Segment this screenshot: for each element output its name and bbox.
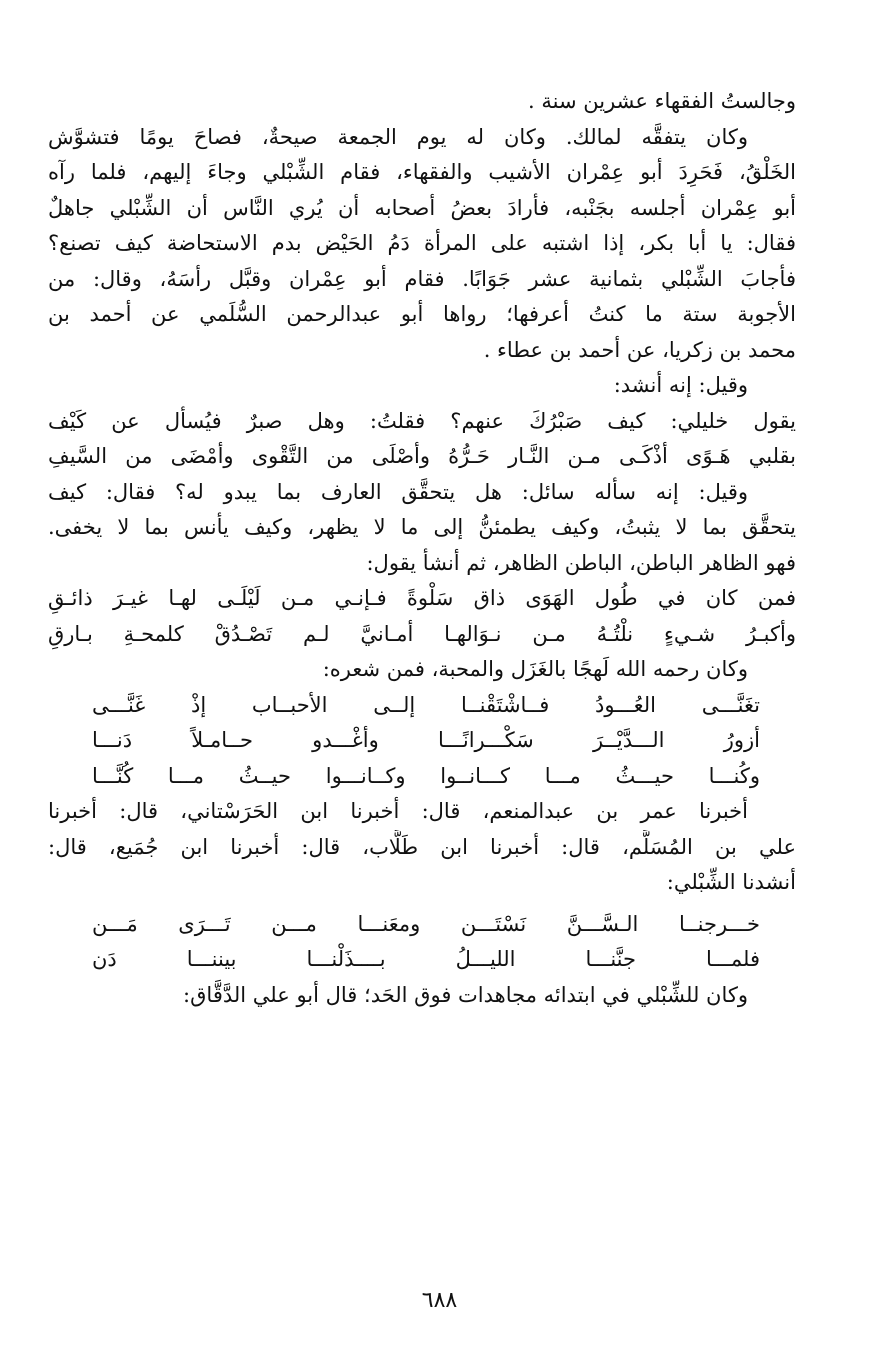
text-line: وقيل: إنه سأله سائل: هل يتحقَّق العارف بما يبدو له؟ فقال: كيف — [48, 479, 748, 504]
text-line: الخَلْقُ، فَحَرِدَ أبو عِمْران الأشيب والفقهاء، فقام الشِّبْلي وجاءَ إليهم، فلما رآه — [48, 160, 796, 184]
poem-line: فلمـــا جنَّنـــا الليـــلُ بــــذَلْنـــا بيننـــا دَن — [92, 947, 760, 971]
text-line: محمد بن زكريا، عن أحمد بن عطاء . — [483, 337, 796, 362]
body-text — [48, 84, 796, 1013]
text-line: أنشدنا الشِّبْلي: — [666, 870, 796, 894]
text-line: أبو عِمْران أجلسه بجَنْبه، فأرادَ بعضُ أصحابه أن يُري النَّاس أن الشِّبْلي جاهلٌ — [48, 195, 796, 220]
text-line: فقال: يا أبا بكر، إذا اشتبه على المرأة دَمُ الحَيْض بدم الاستحاضة كيف تصنع؟ — [48, 231, 796, 255]
text-line: وكان رحمه الله لَهجًا بالغَزَل والمحبة، فمن شعره: — [322, 657, 748, 681]
page-number: ٦٨٨ — [421, 1288, 458, 1313]
verse-line: وأكبـرُ شـيءٍ نلْتُـهُ مـن نـوَالهـا أمـانيَّ لـم تَصْـدُقْ كلمحـةِ بـارقِ — [48, 621, 796, 646]
poem-line: تغَنَّـــى العُـــودُ فــاشْتَقْنــا إلــى الأحبــاب إذْ غَنَّـــى — [92, 692, 760, 717]
verse-line: يقول خليلي: كيف صَبْرُكَ عنهم؟ فقلتُ: وهل صبرٌ فيُسأل عن كَيْف — [48, 408, 796, 433]
text-line: فهو الظاهر الباطن، الباطن الظاهر، ثم أنشأ يقول: — [366, 550, 796, 575]
verse-line: بقلبي هَـوًى أذْكَـى مـن النَّـار حَـرُّهُ وأصْلَى من التَّقْوى وأمْضَى من السَّيفِ — [48, 444, 796, 468]
poem-line: وكُنـــا حيـــثُ مـــا كـــانــوا وكــانـــوا حيــثُ مـــا كُنَّـــا — [92, 763, 760, 788]
text-line: أخبرنا عمر بن عبدالمنعم، قال: أخبرنا ابن الحَرَسْتاني، قال: أخبرنا — [48, 799, 748, 823]
text-line: وكان للشِّبْلي في ابتدائه مجاهدات فوق الحَد؛ قال أبو علي الدَّقَّاق: — [183, 982, 748, 1007]
text-line: علي بن المُسَلَّم، قال: أخبرنا ابن طَلَّاب، قال: أخبرنا ابن جُمَيع، قال: — [48, 834, 796, 859]
poem-line: خـــرجنــا الـسَّـــنَّ نَسْتَـــن ومعَنـــا مـــن تَـــرَى مَـــن — [92, 911, 760, 936]
verse-couplet — [48, 404, 796, 475]
text-line: وقيل: إنه أنشد: — [613, 373, 748, 397]
text-line: فأجابَ الشِّبْلي بثمانية عشر جَوَابًا. فقام أبو عِمْران وقبَّل رأسَهُ، وقال: من — [48, 266, 796, 291]
poem — [48, 907, 796, 978]
verse-couplet — [48, 581, 796, 652]
text-line: الأجوبة ستة ما كنتُ أعرفها؛ رواها أبو عبدالرحمن السُّلَمي عن أحمد بن — [48, 302, 796, 326]
text-line: وجالستُ الفقهاء عشرين سنة . — [528, 89, 796, 113]
poem-line: أزورُ الـــدَّيْــرَ سَكْـــرانًـــا وأغْـــدو حــامـلاً دَنـــا — [92, 728, 760, 752]
text-line: يتحقَّق بما لا يثبتُ، وكيف يطمئنُّ إلى ما لا يظهر، وكيف يأنس بما لا يخفى. — [48, 515, 796, 539]
poem — [48, 688, 796, 795]
text-line: وكان يتفقَّه لمالك. وكان له يوم الجمعة صيحةٌ، فصاحَ يومًا فتشوَّش — [48, 124, 748, 149]
verse-line: فمن كان في طُول الهَوَى ذاق سَلْوةً فـإنـي مـن لَيْلَـى لهـا غيـرَ ذائـقِ — [48, 586, 796, 610]
